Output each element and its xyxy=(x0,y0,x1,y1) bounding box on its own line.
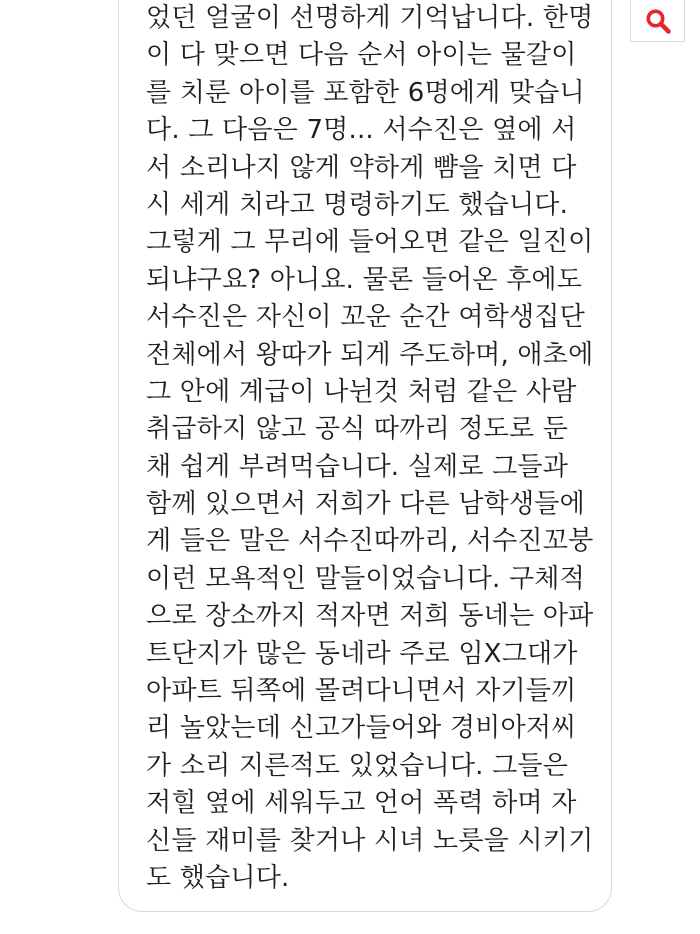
post-text-line: 도 했습니다. xyxy=(146,862,290,893)
post-text-line: 가 소리 지른적도 있었습니다. 그들은 xyxy=(146,750,569,781)
post-text-line: 함께 있으면서 저희가 다른 남학생들에 xyxy=(146,489,585,520)
post-text-line: 게 들은 말은 서수진따까리, 서수진꼬붕 xyxy=(146,526,594,557)
post-text-line: 이런 모욕적인 말들이었습니다. 구체적 xyxy=(146,563,585,594)
post-text-line: 트단지가 많은 동네라 주로 임X그대가 xyxy=(146,638,578,669)
search-button[interactable] xyxy=(630,0,685,42)
post-text-line: 전체에서 왕따가 되게 주도하며, 애초에 xyxy=(146,339,594,370)
post-text-line: 신들 재미를 찾거나 시녀 노릇을 시키기 xyxy=(146,825,594,856)
post-text-line: 되냐구요? 아니요. 물론 들어온 후에도 xyxy=(146,264,583,295)
post-text-line: 리 놀았는데 신고가들어와 경비아저씨 xyxy=(146,713,577,744)
post-text-line: 를 치룬 아이를 포함한 6명에게 맞습니 xyxy=(146,77,585,108)
search-icon xyxy=(643,6,673,36)
post-body xyxy=(146,0,596,897)
post-text-line: 다. 그 다음은 7명... 서수진은 옆에 서 xyxy=(146,115,577,146)
post-text-line: 채 쉽게 부려먹습니다. 실제로 그들과 xyxy=(146,451,569,482)
post-text-line: 었던 얼굴이 선명하게 기억납니다. 한명 xyxy=(146,3,594,33)
post-text-line: 그 안에 계급이 나뉜것 처럼 같은 사람 xyxy=(146,376,577,407)
post-text-line: 저힐 옆에 세워두고 언어 폭력 하며 자 xyxy=(146,788,577,819)
post-text-line: 취급하지 않고 공식 따까리 정도로 둔 xyxy=(146,414,569,445)
post-text-line: 이 다 맞으면 다음 순서 아이는 물갈이 xyxy=(146,40,577,71)
post-text-line: 시 세게 치라고 명령하기도 했습니다. xyxy=(146,189,569,220)
post-text-line: 그렇게 그 무리에 들어오면 같은 일진이 xyxy=(146,227,594,258)
post-text-line: 아파트 뒤쪽에 몰려다니면서 자기들끼 xyxy=(146,676,577,707)
post-text-line: 서 소리나지 않게 약하게 뺨을 치면 다 xyxy=(146,152,577,183)
post-text-line: 서수진은 자신이 꼬운 순간 여학생집단 xyxy=(146,302,585,333)
post-text-line: 으로 장소까지 적자면 저희 동네는 아파 xyxy=(146,601,594,632)
